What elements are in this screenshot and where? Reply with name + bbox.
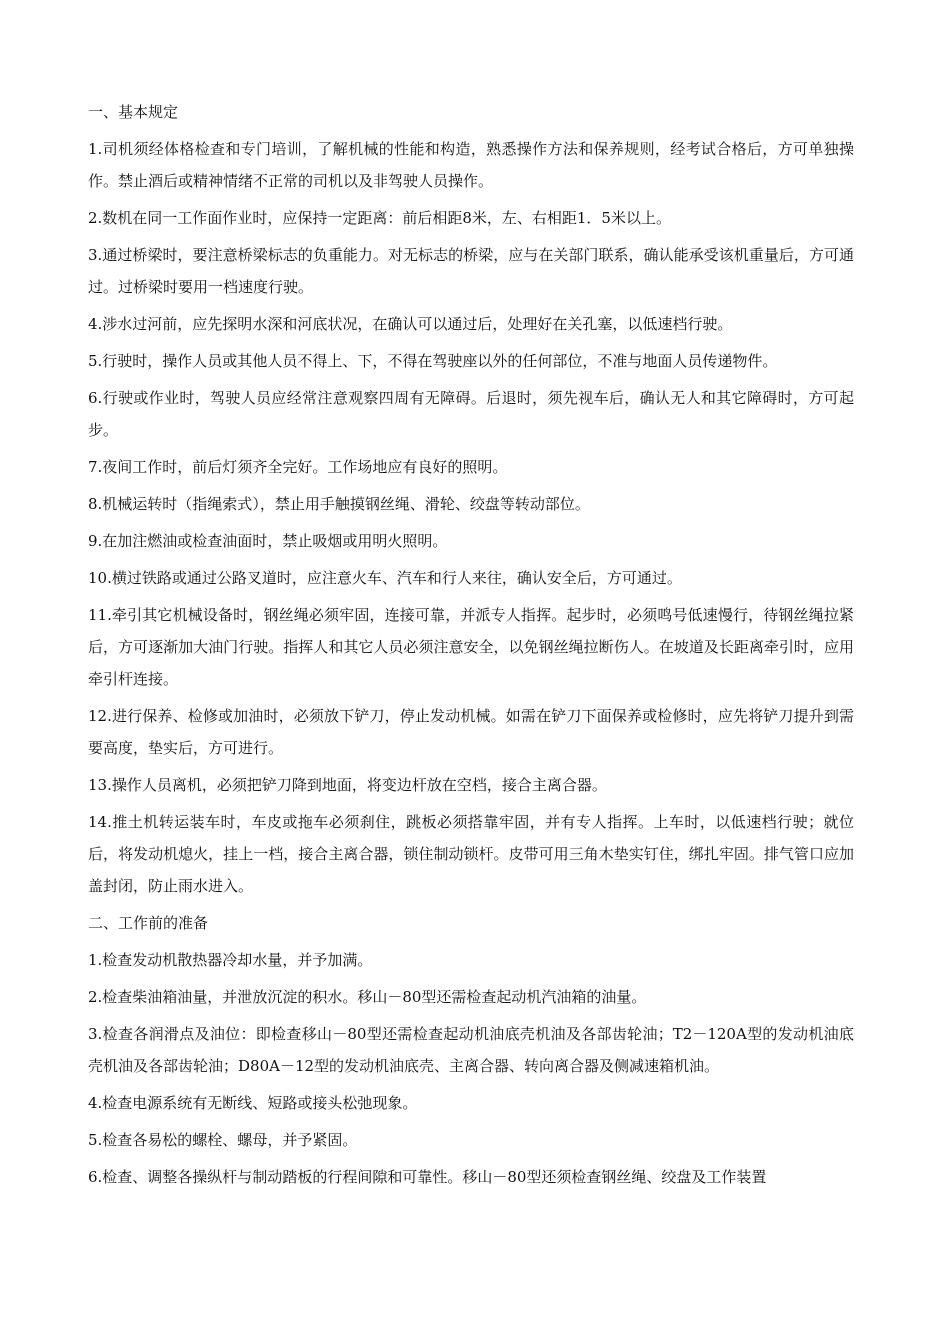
rule-item: 9.在加注燃油或检查油面时，禁止吸烟或用明火照明。 (88, 532, 448, 550)
prep-item: 1.检查发动机散热器冷却水量，并予加满。 (88, 951, 373, 969)
section-heading: 二、工作前的准备 (88, 914, 209, 932)
rule-item: 2.数机在同一工作面作业时，应保持一定距离：前后相距8米，左、右相距1．5米以上。 (88, 209, 671, 227)
prep-item: 3.检查各润滑点及油位：即检查移山－80型还需检查起动机油底壳机油及各部齿轮油；T2－120A型的发动机油底壳机油及各部齿轮油；D80A－12型的发动机油底壳、主离合器、转向离合器及侧减速箱机油。 (88, 1025, 854, 1075)
document-page (88, 96, 854, 1198)
rule-item: 4.涉水过河前，应先探明水深和河底状况，在确认可以通过后，处理好在关孔塞，以低速档行驶。 (88, 315, 733, 333)
rule-item: 14.推土机转运装车时，车皮或拖车必须刹住，跳板必须搭靠牢固，并有专人指挥。上车时，以低速档行驶；就位后，将发动机熄火，挂上一档，接合主离合器，锁住制动锁杆。皮带可用三角木垫实钉住，绑扎牢固。排气管口应加盖封闭，防止雨水进入。 (88, 813, 854, 895)
rule-item: 6.行驶或作业时，驾驶人员应经常注意观察四周有无障碍。后退时，须先视车后，确认无人和其它障碍时，方可起步。 (88, 389, 854, 439)
section-heading: 一、基本规定 (88, 103, 179, 121)
rule-item: 13.操作人员离机，必须把铲刀降到地面，将变边杆放在空档，接合主离合器。 (88, 776, 607, 794)
rule-item: 10.横过铁路或通过公路叉道时，应注意火车、汽车和行人来往，确认安全后，方可通过。 (88, 569, 682, 587)
prep-item: 4.检查电源系统有无断线、短路或接头松弛现象。 (88, 1094, 418, 1112)
rule-item: 12.进行保养、检修或加油时，必须放下铲刀，停止发动机械。如需在铲刀下面保养或检修时，应先将铲刀提升到需要高度，垫实后，方可进行。 (88, 707, 854, 757)
rule-item: 8.机械运转时（指绳索式），禁止用手触摸钢丝绳、滑轮、绞盘等转动部位。 (88, 495, 590, 513)
rule-item: 3.通过桥梁时，要注意桥梁标志的负重能力。对无标志的桥梁，应与在关部门联系，确认能承受该机重量后，方可通过。过桥梁时要用一档速度行驶。 (88, 246, 854, 296)
rule-item: 5.行驶时，操作人员或其他人员不得上、下，不得在驾驶座以外的任何部位，不准与地面人员传递物件。 (88, 352, 778, 370)
prep-item: 2.检查柴油箱油量，并泄放沉淀的积水。移山－80型还需检查起动机汽油箱的油量。 (88, 988, 647, 1006)
rule-item: 11.牵引其它机械设备时，钢丝绳必须牢固，连接可靠，并派专人指挥。起步时，必须鸣号低速慢行，待钢丝绳拉紧后，方可逐渐加大油门行驶。指挥人和其它人员必须注意安全，以免钢丝绳拉断伤人。在坡道及长距离牵引时，应用牵引杆连接。 (88, 606, 854, 688)
rule-item: 7.夜间工作时，前后灯须齐全完好。工作场地应有良好的照明。 (88, 458, 508, 476)
prep-item: 5.检查各易松的螺栓、螺母，并予紧固。 (88, 1131, 358, 1149)
prep-item: 6.检查、调整各操纵杆与制动踏板的行程间隙和可靠性。移山－80型还须检查钢丝绳、绞盘及工作装置 (88, 1168, 767, 1186)
rule-item: 1.司机须经体格检查和专门培训，了解机械的性能和构造，熟悉操作方法和保养规则，经考试合格后，方可单独操作。禁止酒后或精神情绪不正常的司机以及非驾驶人员操作。 (88, 140, 854, 190)
